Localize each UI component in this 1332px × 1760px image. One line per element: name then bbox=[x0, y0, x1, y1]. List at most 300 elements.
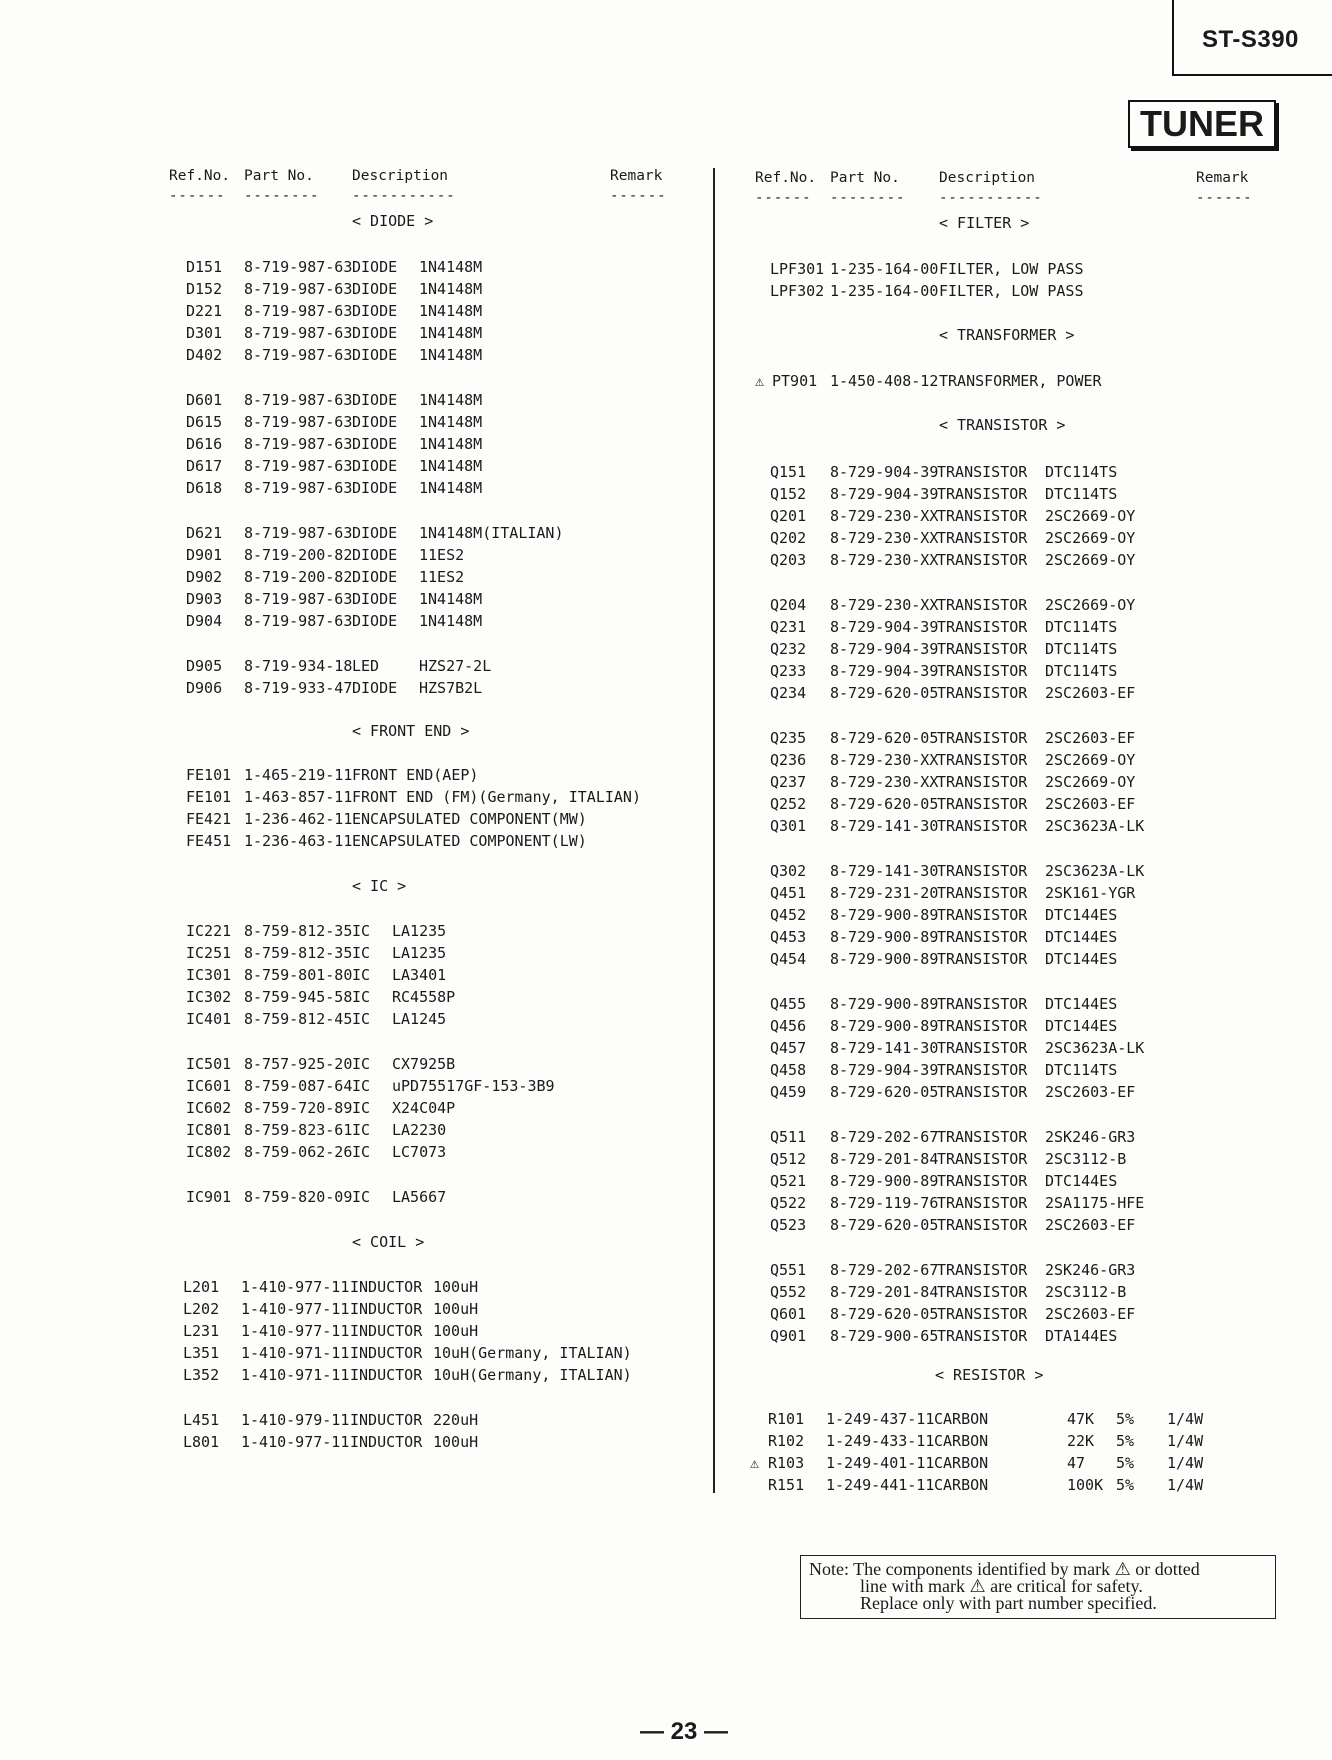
part-no: 1-236-462-11 bbox=[244, 810, 353, 828]
ref-no: D616 bbox=[186, 435, 223, 453]
part-type: TRANSISTOR bbox=[937, 529, 1028, 547]
part-no: 1-463-857-11 bbox=[244, 788, 353, 806]
part-type: IC bbox=[352, 1077, 371, 1095]
part-no: 1-410-977-11 bbox=[241, 1433, 350, 1451]
part-no: 8-729-141-30 bbox=[830, 1039, 939, 1057]
part-value: 100K bbox=[1067, 1476, 1104, 1494]
part-value: 1N4148M bbox=[419, 346, 483, 364]
part-type: TRANSISTOR bbox=[937, 507, 1028, 525]
ref-no: Q455 bbox=[770, 995, 807, 1013]
part-value: 1N4148M bbox=[419, 457, 483, 475]
part-value: HZS27-2L bbox=[419, 657, 492, 675]
part-type: CARBON bbox=[934, 1432, 989, 1450]
part-no: 8-719-987-63 bbox=[244, 612, 353, 630]
part-no: 1-465-219-11 bbox=[244, 766, 353, 784]
part-tolerance: 5% bbox=[1116, 1476, 1135, 1494]
part-no: 1-410-971-11 bbox=[241, 1366, 350, 1384]
part-type: TRANSISTOR bbox=[937, 751, 1028, 769]
ref-no: Q511 bbox=[770, 1128, 807, 1146]
part-no: 8-757-925-20 bbox=[244, 1055, 353, 1073]
part-value: 47K bbox=[1067, 1410, 1095, 1428]
part-no: 8-729-620-05 bbox=[830, 1083, 939, 1101]
right-dash-desc: ----------- bbox=[939, 190, 1043, 206]
ref-no: L201 bbox=[183, 1278, 220, 1296]
ref-no: FE101 bbox=[186, 788, 232, 806]
part-no: 8-759-812-35 bbox=[244, 922, 353, 940]
part-no: 1-249-437-11 bbox=[826, 1410, 935, 1428]
part-type: DIODE bbox=[352, 280, 398, 298]
part-desc: FRONT END (FM)(Germany, ITALIAN) bbox=[352, 788, 641, 806]
part-value: LA1245 bbox=[392, 1010, 447, 1028]
ref-no: D221 bbox=[186, 302, 223, 320]
part-no: 8-719-987-63 bbox=[244, 590, 353, 608]
ref-no: D152 bbox=[186, 280, 223, 298]
part-value: 2SK246-GR3 bbox=[1045, 1128, 1136, 1146]
left-header-remark: Remark bbox=[610, 168, 663, 184]
part-no: 1-410-971-11 bbox=[241, 1344, 350, 1362]
ref-no: IC501 bbox=[186, 1055, 232, 1073]
part-value: 2SC2669-OY bbox=[1045, 529, 1136, 547]
column-divider bbox=[713, 168, 715, 1493]
part-type: DIODE bbox=[352, 524, 398, 542]
ref-no: D901 bbox=[186, 546, 223, 564]
part-type: TRANSISTOR bbox=[937, 1128, 1028, 1146]
part-value: DTC114TS bbox=[1045, 662, 1118, 680]
ref-no: IC601 bbox=[186, 1077, 232, 1095]
part-desc: ENCAPSULATED COMPONENT(MW) bbox=[352, 810, 587, 828]
part-no: 1-236-463-11 bbox=[244, 832, 353, 850]
part-type: TRANSISTOR bbox=[937, 1283, 1028, 1301]
group-resistor: < RESISTOR > bbox=[935, 1366, 1044, 1384]
part-no: 8-729-900-89 bbox=[830, 1172, 939, 1190]
ref-no: L352 bbox=[183, 1366, 220, 1384]
part-no: 8-719-987-63 bbox=[244, 258, 353, 276]
part-type: TRANSISTOR bbox=[937, 485, 1028, 503]
ref-no: L351 bbox=[183, 1344, 220, 1362]
ref-no: D902 bbox=[186, 568, 223, 586]
left-header-ref: Ref.No. bbox=[169, 168, 231, 184]
part-no: 8-729-202-67 bbox=[830, 1261, 939, 1279]
ref-no: Q512 bbox=[770, 1150, 807, 1168]
right-header-ref: Ref.No. bbox=[755, 170, 817, 186]
part-value: 1N4148M bbox=[419, 280, 483, 298]
part-no: 8-729-904-39 bbox=[830, 618, 939, 636]
group-ic: < IC > bbox=[352, 877, 407, 895]
part-tolerance: 5% bbox=[1116, 1410, 1135, 1428]
part-no: 8-719-200-82 bbox=[244, 568, 353, 586]
part-type: INDUCTOR bbox=[350, 1433, 423, 1451]
part-type: DIODE bbox=[352, 679, 398, 697]
ref-no: Q521 bbox=[770, 1172, 807, 1190]
part-type: TRANSISTOR bbox=[937, 1261, 1028, 1279]
note-line-1: Note: The components identified by mark ⚠ or dotted bbox=[809, 1559, 1200, 1579]
left-dash-ref: ------ bbox=[169, 188, 226, 204]
part-value: 47 bbox=[1067, 1454, 1086, 1472]
left-header-part: Part No. bbox=[244, 168, 314, 184]
part-wattage: 1/4W bbox=[1167, 1476, 1204, 1494]
ref-no: Q552 bbox=[770, 1283, 807, 1301]
ref-no: Q151 bbox=[770, 463, 807, 481]
part-no: 8-759-812-35 bbox=[244, 944, 353, 962]
ref-no: LPF302 bbox=[770, 282, 825, 300]
right-dash-ref: ------ bbox=[755, 190, 812, 206]
ref-no: Q551 bbox=[770, 1261, 807, 1279]
part-no: 8-719-987-63 bbox=[244, 479, 353, 497]
part-wattage: 1/4W bbox=[1167, 1432, 1204, 1450]
part-value: 100uH bbox=[433, 1433, 479, 1451]
part-no: 8-759-062-26 bbox=[244, 1143, 353, 1161]
part-value: 2SC2603-EF bbox=[1045, 1083, 1136, 1101]
part-type: TRANSISTOR bbox=[937, 684, 1028, 702]
safety-mark-icon: ⚠ bbox=[755, 372, 765, 390]
part-type: DIODE bbox=[352, 546, 398, 564]
part-type: DIODE bbox=[352, 413, 398, 431]
part-value: DTC144ES bbox=[1045, 928, 1118, 946]
part-no: 8-759-801-80 bbox=[244, 966, 353, 984]
part-value: 2SC2669-OY bbox=[1045, 751, 1136, 769]
ref-no: LPF301 bbox=[770, 260, 825, 278]
part-value: DTC144ES bbox=[1045, 1017, 1118, 1035]
part-value: 1N4148M bbox=[419, 302, 483, 320]
part-value: 2SC3623A-LK bbox=[1045, 817, 1145, 835]
part-no: 8-729-620-05 bbox=[830, 1216, 939, 1234]
part-value: DTC114TS bbox=[1045, 640, 1118, 658]
ref-no: D601 bbox=[186, 391, 223, 409]
right-dash-remark: ------ bbox=[1196, 190, 1253, 206]
part-no: 8-729-904-39 bbox=[830, 463, 939, 481]
part-no: 8-729-230-XX bbox=[830, 773, 939, 791]
part-no: 8-759-720-89 bbox=[244, 1099, 353, 1117]
left-dash-desc: ----------- bbox=[352, 188, 456, 204]
part-type: DIODE bbox=[352, 391, 398, 409]
part-value: DTC114TS bbox=[1045, 485, 1118, 503]
part-no: 8-759-812-45 bbox=[244, 1010, 353, 1028]
part-no: 8-729-202-67 bbox=[830, 1128, 939, 1146]
group-filter: < FILTER > bbox=[939, 214, 1030, 232]
part-no: 8-729-900-89 bbox=[830, 906, 939, 924]
ref-no: Q458 bbox=[770, 1061, 807, 1079]
ref-no: IC401 bbox=[186, 1010, 232, 1028]
part-type: TRANSISTOR bbox=[937, 1172, 1028, 1190]
part-no: 8-729-231-20 bbox=[830, 884, 939, 902]
part-desc: FILTER, LOW PASS bbox=[939, 260, 1084, 278]
part-type: TRANSISTOR bbox=[937, 995, 1028, 1013]
part-type: IC bbox=[352, 944, 371, 962]
part-value: RC4558P bbox=[392, 988, 456, 1006]
part-no: 8-729-141-30 bbox=[830, 862, 939, 880]
part-no: 8-719-987-63 bbox=[244, 457, 353, 475]
ref-no: FE421 bbox=[186, 810, 232, 828]
ref-no: IC221 bbox=[186, 922, 232, 940]
part-type: INDUCTOR bbox=[350, 1344, 423, 1362]
part-type: DIODE bbox=[352, 479, 398, 497]
part-no: 8-729-201-84 bbox=[830, 1283, 939, 1301]
part-type: TRANSISTOR bbox=[937, 596, 1028, 614]
part-no: 8-729-900-89 bbox=[830, 928, 939, 946]
part-type: DIODE bbox=[352, 435, 398, 453]
ref-no: L451 bbox=[183, 1411, 220, 1429]
ref-no: Q522 bbox=[770, 1194, 807, 1212]
section-title: TUNER bbox=[1128, 100, 1276, 148]
part-type: INDUCTOR bbox=[350, 1322, 423, 1340]
part-no: 1-235-164-00 bbox=[830, 260, 939, 278]
ref-no: R102 bbox=[768, 1432, 805, 1450]
part-value: 100uH bbox=[433, 1278, 479, 1296]
ref-no: Q231 bbox=[770, 618, 807, 636]
left-dash-part: -------- bbox=[244, 188, 320, 204]
part-type: DIODE bbox=[352, 612, 398, 630]
part-value: DTC114TS bbox=[1045, 1061, 1118, 1079]
part-no: 8-719-987-63 bbox=[244, 324, 353, 342]
part-no: 8-719-987-63 bbox=[244, 524, 353, 542]
part-value: DTC114TS bbox=[1045, 618, 1118, 636]
part-value: DTC144ES bbox=[1045, 1172, 1118, 1190]
safety-mark-icon: ⚠ bbox=[750, 1454, 760, 1472]
part-no: 8-759-820-09 bbox=[244, 1188, 353, 1206]
note-line-3: Replace only with part number specified. bbox=[860, 1593, 1157, 1613]
ref-no: Q452 bbox=[770, 906, 807, 924]
part-no: 8-729-904-39 bbox=[830, 1061, 939, 1079]
part-value: 100uH bbox=[433, 1300, 479, 1318]
group-transformer: < TRANSFORMER > bbox=[939, 326, 1075, 344]
part-value: 1N4148M bbox=[419, 391, 483, 409]
part-desc: FILTER, LOW PASS bbox=[939, 282, 1084, 300]
right-dash-part: -------- bbox=[830, 190, 906, 206]
ref-no: Q232 bbox=[770, 640, 807, 658]
part-type: IC bbox=[352, 1188, 371, 1206]
part-type: TRANSISTOR bbox=[937, 862, 1028, 880]
ref-no: IC802 bbox=[186, 1143, 232, 1161]
part-no: 8-729-900-65 bbox=[830, 1327, 939, 1345]
part-type: TRANSISTOR bbox=[937, 950, 1028, 968]
part-value: 220uH bbox=[433, 1411, 479, 1429]
part-value: uPD75517GF-153-3B9 bbox=[392, 1077, 555, 1095]
ref-no: D617 bbox=[186, 457, 223, 475]
part-type: INDUCTOR bbox=[350, 1366, 423, 1384]
ref-no: Q453 bbox=[770, 928, 807, 946]
part-type: DIODE bbox=[352, 457, 398, 475]
part-wattage: 1/4W bbox=[1167, 1410, 1204, 1428]
part-value: LC7073 bbox=[392, 1143, 447, 1161]
group-diode: < DIODE > bbox=[352, 212, 434, 230]
part-value: LA3401 bbox=[392, 966, 447, 984]
part-value: CX7925B bbox=[392, 1055, 456, 1073]
part-type: DIODE bbox=[352, 324, 398, 342]
ref-no: Q204 bbox=[770, 596, 807, 614]
part-no: 8-759-823-61 bbox=[244, 1121, 353, 1139]
part-value: 1N4148M bbox=[419, 435, 483, 453]
part-no: 8-729-620-05 bbox=[830, 795, 939, 813]
part-value: 2SC3112-B bbox=[1045, 1150, 1127, 1168]
ref-no: D151 bbox=[186, 258, 223, 276]
part-no: 8-729-900-89 bbox=[830, 1017, 939, 1035]
part-value: 1N4148M(ITALIAN) bbox=[419, 524, 564, 542]
ref-no: D903 bbox=[186, 590, 223, 608]
part-no: 8-729-620-05 bbox=[830, 729, 939, 747]
part-value: 2SC3623A-LK bbox=[1045, 862, 1145, 880]
part-type: TRANSISTOR bbox=[937, 1150, 1028, 1168]
part-no: 8-729-620-05 bbox=[830, 684, 939, 702]
part-no: 1-450-408-12 bbox=[830, 372, 939, 390]
part-no: 8-719-934-18 bbox=[244, 657, 353, 675]
part-no: 8-729-904-39 bbox=[830, 662, 939, 680]
part-type: TRANSISTOR bbox=[937, 906, 1028, 924]
part-value: HZS7B2L bbox=[419, 679, 483, 697]
ref-no: D621 bbox=[186, 524, 223, 542]
part-no: 8-719-987-63 bbox=[244, 391, 353, 409]
ref-no: L202 bbox=[183, 1300, 220, 1318]
ref-no: L801 bbox=[183, 1433, 220, 1451]
part-type: TRANSISTOR bbox=[937, 1039, 1028, 1057]
part-no: 8-729-900-89 bbox=[830, 950, 939, 968]
model-number: ST-S390 bbox=[1202, 26, 1299, 53]
part-type: IC bbox=[352, 1143, 371, 1161]
safety-note bbox=[800, 1555, 1276, 1619]
part-no: 8-719-987-63 bbox=[244, 302, 353, 320]
part-type: DIODE bbox=[352, 590, 398, 608]
part-type: CARBON bbox=[934, 1476, 989, 1494]
ref-no: IC301 bbox=[186, 966, 232, 984]
ref-no: D301 bbox=[186, 324, 223, 342]
part-no: 8-729-620-05 bbox=[830, 1305, 939, 1323]
part-value: 10uH(Germany, ITALIAN) bbox=[433, 1366, 632, 1384]
ref-no: Q451 bbox=[770, 884, 807, 902]
part-value: 1N4148M bbox=[419, 590, 483, 608]
part-value: DTC144ES bbox=[1045, 906, 1118, 924]
ref-no: R151 bbox=[768, 1476, 805, 1494]
ref-no: Q202 bbox=[770, 529, 807, 547]
ref-no: D904 bbox=[186, 612, 223, 630]
part-type: TRANSISTOR bbox=[937, 1327, 1028, 1345]
part-value: 2SA1175-HFE bbox=[1045, 1194, 1145, 1212]
part-value: DTC114TS bbox=[1045, 463, 1118, 481]
group-front-end: < FRONT END > bbox=[352, 722, 470, 740]
part-value: 1N4148M bbox=[419, 258, 483, 276]
ref-no: Q201 bbox=[770, 507, 807, 525]
part-value: 2SC2603-EF bbox=[1045, 1305, 1136, 1323]
part-type: TRANSISTOR bbox=[937, 640, 1028, 658]
ref-no: FE451 bbox=[186, 832, 232, 850]
part-no: 8-729-900-89 bbox=[830, 995, 939, 1013]
part-type: IC bbox=[352, 1121, 371, 1139]
part-value: 2SC2603-EF bbox=[1045, 684, 1136, 702]
part-value: 11ES2 bbox=[419, 546, 465, 564]
part-value: 22K bbox=[1067, 1432, 1095, 1450]
part-no: 8-729-230-XX bbox=[830, 551, 939, 569]
ref-no: D615 bbox=[186, 413, 223, 431]
ref-no: PT901 bbox=[772, 372, 818, 390]
right-header-part: Part No. bbox=[830, 170, 900, 186]
part-type: TRANSISTOR bbox=[937, 1017, 1028, 1035]
part-no: 8-729-141-30 bbox=[830, 817, 939, 835]
part-desc: TRANSFORMER, POWER bbox=[939, 372, 1102, 390]
part-type: INDUCTOR bbox=[350, 1300, 423, 1318]
ref-no: D618 bbox=[186, 479, 223, 497]
part-value: DTC144ES bbox=[1045, 995, 1118, 1013]
ref-no: D402 bbox=[186, 346, 223, 364]
part-type: TRANSISTOR bbox=[937, 463, 1028, 481]
part-no: 8-719-933-47 bbox=[244, 679, 353, 697]
ref-no: IC801 bbox=[186, 1121, 232, 1139]
part-type: CARBON bbox=[934, 1454, 989, 1472]
ref-no: Q301 bbox=[770, 817, 807, 835]
part-value: 1N4148M bbox=[419, 612, 483, 630]
ref-no: Q252 bbox=[770, 795, 807, 813]
group-transistor: < TRANSISTOR > bbox=[939, 416, 1066, 434]
ref-no: Q901 bbox=[770, 1327, 807, 1345]
part-type: INDUCTOR bbox=[350, 1278, 423, 1296]
part-value: LA1235 bbox=[392, 944, 447, 962]
part-type: IC bbox=[352, 1099, 371, 1117]
part-type: TRANSISTOR bbox=[937, 1194, 1028, 1212]
part-type: TRANSISTOR bbox=[937, 618, 1028, 636]
part-value: 2SC2603-EF bbox=[1045, 795, 1136, 813]
part-type: TRANSISTOR bbox=[937, 928, 1028, 946]
ref-no: Q457 bbox=[770, 1039, 807, 1057]
part-no: 8-719-987-63 bbox=[244, 435, 353, 453]
part-value: 2SC3623A-LK bbox=[1045, 1039, 1145, 1057]
part-type: IC bbox=[352, 922, 371, 940]
ref-no: Q523 bbox=[770, 1216, 807, 1234]
page-number: — 23 — bbox=[640, 1718, 729, 1745]
ref-no: Q235 bbox=[770, 729, 807, 747]
part-desc: ENCAPSULATED COMPONENT(LW) bbox=[352, 832, 587, 850]
part-type: DIODE bbox=[352, 568, 398, 586]
note-line-2: line with mark ⚠ are critical for safety. bbox=[860, 1576, 1143, 1596]
ref-no: D905 bbox=[186, 657, 223, 675]
part-no: 8-719-987-63 bbox=[244, 280, 353, 298]
part-value: 2SC2669-OY bbox=[1045, 596, 1136, 614]
ref-no: L231 bbox=[183, 1322, 220, 1340]
part-value: LA1235 bbox=[392, 922, 447, 940]
part-no: 8-729-230-XX bbox=[830, 751, 939, 769]
part-tolerance: 5% bbox=[1116, 1432, 1135, 1450]
ref-no: Q237 bbox=[770, 773, 807, 791]
part-no: 1-410-977-11 bbox=[241, 1278, 350, 1296]
left-header-desc: Description bbox=[352, 168, 449, 184]
part-value: 2SC2603-EF bbox=[1045, 1216, 1136, 1234]
right-header-remark: Remark bbox=[1196, 170, 1249, 186]
part-no: 1-249-441-11 bbox=[826, 1476, 935, 1494]
part-type: CARBON bbox=[934, 1410, 989, 1428]
part-no: 8-729-230-XX bbox=[830, 596, 939, 614]
part-no: 1-249-401-11 bbox=[826, 1454, 935, 1472]
part-value: 10uH(Germany, ITALIAN) bbox=[433, 1344, 632, 1362]
right-header-desc: Description bbox=[939, 170, 1036, 186]
part-value: 2SK161-YGR bbox=[1045, 884, 1136, 902]
part-no: 1-410-977-11 bbox=[241, 1322, 350, 1340]
part-type: IC bbox=[352, 966, 371, 984]
part-no: 8-759-945-58 bbox=[244, 988, 353, 1006]
part-type: TRANSISTOR bbox=[937, 1305, 1028, 1323]
ref-no: Q454 bbox=[770, 950, 807, 968]
ref-no: FE101 bbox=[186, 766, 232, 784]
part-type: TRANSISTOR bbox=[937, 729, 1028, 747]
part-no: 8-729-230-XX bbox=[830, 529, 939, 547]
part-no: 8-729-201-84 bbox=[830, 1150, 939, 1168]
ref-no: Q152 bbox=[770, 485, 807, 503]
part-type: TRANSISTOR bbox=[937, 795, 1028, 813]
part-no: 8-729-904-39 bbox=[830, 485, 939, 503]
part-no: 8-729-119-76 bbox=[830, 1194, 939, 1212]
part-no: 1-410-979-11 bbox=[241, 1411, 350, 1429]
part-type: TRANSISTOR bbox=[937, 1061, 1028, 1079]
part-type: TRANSISTOR bbox=[937, 773, 1028, 791]
ref-no: Q233 bbox=[770, 662, 807, 680]
part-value: LA5667 bbox=[392, 1188, 447, 1206]
part-type: TRANSISTOR bbox=[937, 1083, 1028, 1101]
part-value: 11ES2 bbox=[419, 568, 465, 586]
